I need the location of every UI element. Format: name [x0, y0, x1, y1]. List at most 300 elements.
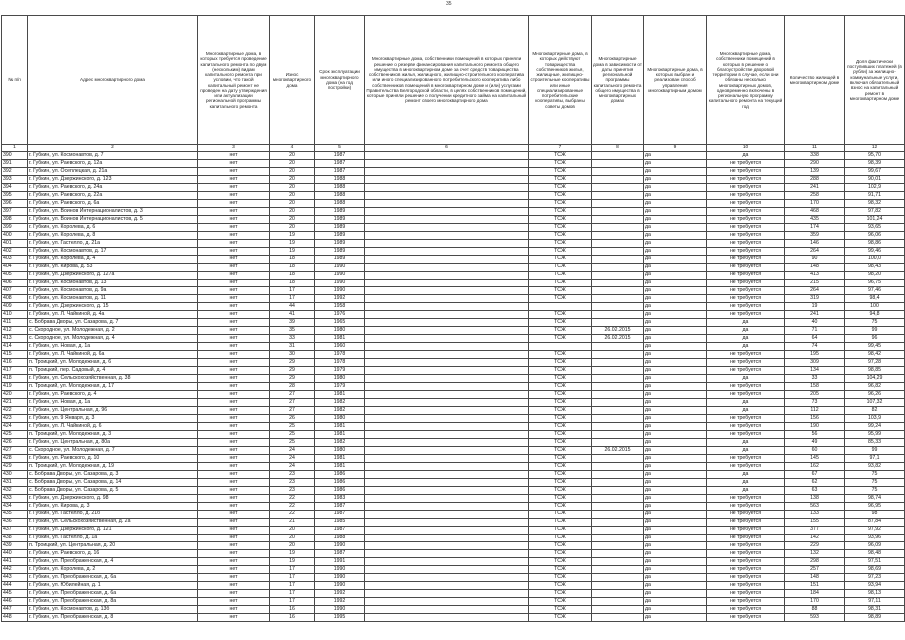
table-cell: 27	[270, 391, 315, 399]
table-cell	[592, 287, 644, 295]
table-cell	[592, 191, 644, 199]
table-cell	[365, 295, 529, 303]
table-cell: ТСЖ	[529, 375, 592, 383]
table-cell: 31	[270, 343, 315, 351]
table-cell: 93,96	[845, 534, 905, 542]
table-cell	[592, 542, 644, 550]
table-cell: 1987	[315, 159, 365, 167]
table-cell: 104,29	[845, 375, 905, 383]
table-cell: 241	[785, 311, 845, 319]
table-cell: 1979	[315, 383, 365, 391]
table-cell: 26.02.2015	[592, 327, 644, 335]
table-cell: 19	[270, 247, 315, 255]
table-cell	[365, 478, 529, 486]
table-cell: не требуется	[707, 359, 785, 367]
table-cell: 98,89	[845, 614, 905, 622]
table-row	[2, 478, 905, 486]
table-cell: 101,24	[845, 215, 905, 223]
column-header: Многоквартирные дома, собственники помещений в которых приняли решение о резерве финансирования капитального ремонта общего имущества в многоквартирном доме за счет средств товарищества собственников жилья, жилищного, жилищно-строительного кооператива или иного специализированного потребительского кооператива либо собственников помещений в многоквартирном доме и (или) услугами Правительства Белгородской области, в целях собственников помещений, которые приняли решение о получении кредитного займа на капитальный ремонт своего многоквартирного дома	[365, 16, 529, 145]
table-cell: да	[644, 550, 707, 558]
table-cell: 593	[785, 614, 845, 622]
table-cell: ТСЖ	[529, 263, 592, 271]
table-cell: г. Губкин, ул. Осеплецкая, д. 21а	[28, 167, 198, 175]
table-cell: 1990	[315, 271, 365, 279]
table-cell: г. Губкин, ул. Сельскохозяйственная, д. 2а	[28, 518, 198, 526]
table-cell: 107,32	[845, 399, 905, 407]
table-cell: да	[644, 359, 707, 367]
table-cell: 402	[2, 247, 28, 255]
table-row	[2, 303, 905, 311]
table-cell: не требуется	[707, 295, 785, 303]
table-cell	[365, 598, 529, 606]
table-row	[2, 239, 905, 247]
table-cell	[365, 422, 529, 430]
table-cell	[592, 486, 644, 494]
table-cell	[365, 271, 529, 279]
table-cell: да	[644, 327, 707, 335]
table-row	[2, 566, 905, 574]
table-cell: нет	[198, 534, 270, 542]
table-cell: да	[644, 566, 707, 574]
table-cell: 1990	[315, 582, 365, 590]
table-cell: 403	[2, 255, 28, 263]
table-cell: 99	[845, 446, 905, 454]
table-cell: г. Губкин, ул. Раевского, д. 22а	[28, 191, 198, 199]
table-cell: ТСЖ	[529, 494, 592, 502]
table-cell	[365, 510, 529, 518]
table-cell: да	[644, 351, 707, 359]
table-cell: да	[644, 446, 707, 454]
table-cell	[365, 526, 529, 534]
table-cell: 184	[785, 590, 845, 598]
column-number: 3	[198, 145, 270, 152]
table-cell: нет	[198, 319, 270, 327]
table-cell	[365, 231, 529, 239]
table-cell: 99,45	[845, 343, 905, 351]
table-cell: ТСЖ	[529, 279, 592, 287]
table-cell: не требуется	[707, 367, 785, 375]
table-cell	[592, 343, 644, 351]
table-cell: 20	[270, 159, 315, 167]
table-cell: да	[644, 343, 707, 351]
table-cell: нет	[198, 590, 270, 598]
table-cell: 195	[785, 351, 845, 359]
table-cell	[592, 311, 644, 319]
table-cell: нет	[198, 454, 270, 462]
table-cell: 139	[785, 167, 845, 175]
table-cell	[365, 263, 529, 271]
table-cell: не требуется	[707, 191, 785, 199]
table-cell: 437	[2, 526, 28, 534]
table-cell: 98,32	[845, 199, 905, 207]
table-cell: да	[644, 598, 707, 606]
table-cell: ТСЖ	[529, 159, 592, 167]
table-cell	[365, 343, 529, 351]
table-cell: 1987	[315, 167, 365, 175]
table-cell: 21	[270, 518, 315, 526]
table-cell: 17	[270, 582, 315, 590]
table-cell: 19	[270, 231, 315, 239]
table-cell: 1989	[315, 231, 365, 239]
table-cell: 421	[2, 399, 28, 407]
table-cell: нет	[198, 255, 270, 263]
table-cell: да	[644, 470, 707, 478]
table-cell: не требуется	[707, 526, 785, 534]
table-cell: да	[644, 383, 707, 391]
table-cell: 257	[785, 566, 845, 574]
table-cell: 103,9	[845, 414, 905, 422]
table-cell: 419	[2, 383, 28, 391]
table-cell: 102,9	[845, 183, 905, 191]
table-cell: не требуется	[707, 590, 785, 598]
table-cell	[592, 207, 644, 215]
table-cell: 17	[270, 590, 315, 598]
table-cell	[592, 566, 644, 574]
table-cell: 91,71	[845, 191, 905, 199]
table-cell: 1980	[315, 327, 365, 335]
table-cell	[365, 311, 529, 319]
table-cell: нет	[198, 414, 270, 422]
table-row	[2, 510, 905, 518]
table-cell	[592, 215, 644, 223]
table-row	[2, 614, 905, 622]
table-cell	[592, 558, 644, 566]
table-cell	[365, 239, 529, 247]
table-row	[2, 255, 905, 263]
table-cell: нет	[198, 422, 270, 430]
table-cell: 1986	[315, 470, 365, 478]
table-cell: 90,01	[845, 175, 905, 183]
table-cell: нет	[198, 303, 270, 311]
table-cell: 309	[785, 359, 845, 367]
table-cell: 298	[785, 558, 845, 566]
table-cell: 18	[270, 263, 315, 271]
table-cell: нет	[198, 287, 270, 295]
table-cell: 98,43	[845, 263, 905, 271]
table-cell: 1986	[315, 478, 365, 486]
table-cell: нет	[198, 207, 270, 215]
table-row	[2, 311, 905, 319]
table-cell	[592, 399, 644, 407]
table-cell: 98,48	[845, 550, 905, 558]
table-cell: да	[644, 391, 707, 399]
table-row	[2, 231, 905, 239]
table-cell: 407	[2, 287, 28, 295]
table-cell: 448	[2, 614, 28, 622]
table-cell: 434	[2, 502, 28, 510]
table-cell: 438	[2, 534, 28, 542]
column-header: № п/п	[2, 16, 28, 145]
table-cell: ТСЖ	[529, 255, 592, 263]
table-cell: 20	[270, 152, 315, 160]
table-cell: 133	[785, 510, 845, 518]
table-cell: 1989	[315, 215, 365, 223]
table-row	[2, 287, 905, 295]
table-cell: с. Бобрава Дворы, ул. Сазарова, д. 14	[28, 478, 198, 486]
table-cell: 49	[785, 438, 845, 446]
table-cell: 33	[785, 375, 845, 383]
table-row	[2, 159, 905, 167]
table-cell	[365, 502, 529, 510]
table-cell	[529, 303, 592, 311]
table-cell	[592, 271, 644, 279]
column-number: 11	[785, 145, 845, 152]
table-cell: ТСЖ	[529, 550, 592, 558]
table-cell: 20	[270, 526, 315, 534]
table-cell: 423	[2, 414, 28, 422]
table-cell	[592, 231, 644, 239]
table-cell: 87,84	[845, 518, 905, 526]
table-cell: да	[644, 311, 707, 319]
table-cell: 390	[2, 152, 28, 160]
table-cell	[592, 550, 644, 558]
table-cell: г. Губкин, ул. Космонавтов, д. 9а	[28, 287, 198, 295]
table-cell: нет	[198, 566, 270, 574]
table-row	[2, 430, 905, 438]
table-cell: г. Губкин, ул. Л. Чайкиной, д. 6а	[28, 351, 198, 359]
table-cell	[592, 534, 644, 542]
table-cell: 1976	[315, 311, 365, 319]
table-cell: 25	[270, 438, 315, 446]
table-cell: нет	[198, 375, 270, 383]
table-cell: 1960	[315, 343, 365, 351]
table-cell: не требуется	[707, 167, 785, 175]
table-cell: 20	[270, 199, 315, 207]
table-cell: 1990	[315, 542, 365, 550]
table-cell: 17	[270, 295, 315, 303]
table-row	[2, 359, 905, 367]
table-cell	[592, 295, 644, 303]
table-cell: ТСЖ	[529, 430, 592, 438]
table-cell: 97,11	[845, 598, 905, 606]
table-cell: не требуется	[707, 247, 785, 255]
table-cell: да	[644, 207, 707, 215]
table-cell: да	[644, 478, 707, 486]
table-cell: 99	[845, 327, 905, 335]
table-cell: 96,75	[845, 279, 905, 287]
table-cell: 97,28	[845, 359, 905, 367]
table-cell: да	[707, 438, 785, 446]
table-cell: г. Губкин, ул. Гастелло, д. 21б	[28, 510, 198, 518]
table-cell: 435	[785, 215, 845, 223]
table-cell: 1989	[315, 239, 365, 247]
header-row	[2, 16, 905, 145]
table-cell	[365, 247, 529, 255]
table-cell: 264	[785, 287, 845, 295]
table-cell	[592, 183, 644, 191]
table-cell: 174	[785, 223, 845, 231]
table-row	[2, 502, 905, 510]
table-cell: г. Губкин, ул. Воинов Интернационалистов, д. 3	[28, 207, 198, 215]
table-cell: 338	[785, 152, 845, 160]
table-row	[2, 399, 905, 407]
table-cell: 170	[785, 598, 845, 606]
table-cell	[592, 526, 644, 534]
table-cell: да	[644, 239, 707, 247]
table-cell	[365, 319, 529, 327]
table-row	[2, 279, 905, 287]
table-cell: г. Губкин, ул. Юбилейная, д. 1	[28, 582, 198, 590]
table-cell	[592, 223, 644, 231]
table-cell: да	[644, 271, 707, 279]
table-cell: 156	[785, 414, 845, 422]
table-cell	[365, 462, 529, 470]
table-row	[2, 558, 905, 566]
table-cell: 414	[2, 343, 28, 351]
table-cell: 258	[785, 191, 845, 199]
table-cell: ТСЖ	[529, 414, 592, 422]
table-cell	[365, 167, 529, 175]
table-cell: 1989	[315, 255, 365, 263]
table-cell: 98,86	[845, 239, 905, 247]
table-cell: 134	[785, 367, 845, 375]
table-cell	[592, 422, 644, 430]
table-cell: 97,51	[845, 558, 905, 566]
table-cell: 17	[270, 598, 315, 606]
table-cell: 405	[2, 271, 28, 279]
table-cell: да	[707, 375, 785, 383]
table-cell: не требуется	[707, 391, 785, 399]
table-cell: г. Губкин, ул. Кирова, д. 3	[28, 502, 198, 510]
table-row	[2, 152, 905, 160]
table-cell: 20	[270, 183, 315, 191]
table-cell: 27	[270, 407, 315, 415]
table-cell: 96,09	[845, 542, 905, 550]
table-cell: 151	[785, 582, 845, 590]
table-cell: 39	[270, 319, 315, 327]
table-cell: нет	[198, 335, 270, 343]
table-cell: г. Губкин, ул. Раевского, д. 6а	[28, 199, 198, 207]
table-cell: 400	[2, 231, 28, 239]
table-cell	[592, 383, 644, 391]
page-number: 35	[446, 1, 452, 7]
column-header: Доля фактически поступивших платежей (в рубли) за жилищно-коммунальные услуги, включая обязательный взнос на капитальный ремонт в многоквартирном доме	[845, 16, 905, 145]
register-table	[1, 15, 905, 622]
table-cell: не требуется	[707, 239, 785, 247]
table-cell: ТСЖ	[529, 566, 592, 574]
table-cell: да	[644, 287, 707, 295]
table-cell	[365, 558, 529, 566]
table-cell: г. Губкин, ул. Дзержинского, д. 98	[28, 494, 198, 502]
table-cell: не требуется	[707, 574, 785, 582]
table-cell: 63	[785, 486, 845, 494]
table-cell: не требуется	[707, 454, 785, 462]
table-row	[2, 223, 905, 231]
table-cell: не требуется	[707, 215, 785, 223]
table-cell: ТСЖ	[529, 422, 592, 430]
table-cell: нет	[198, 391, 270, 399]
table-cell: да	[707, 486, 785, 494]
table-cell: да	[644, 215, 707, 223]
table-cell: 422	[2, 407, 28, 415]
table-cell: 67	[785, 470, 845, 478]
table-cell: не требуется	[707, 422, 785, 430]
table-cell: ТСЖ	[529, 367, 592, 375]
table-cell: 98,69	[845, 566, 905, 574]
table-cell: 446	[2, 598, 28, 606]
table-cell: 25	[270, 430, 315, 438]
table-cell: 1992	[315, 590, 365, 598]
table-cell	[365, 327, 529, 335]
table-cell	[592, 199, 644, 207]
column-number: 4	[270, 145, 315, 152]
table-cell: не требуется	[707, 566, 785, 574]
table-cell: ТСЖ	[529, 606, 592, 614]
table-cell: не требуется	[707, 159, 785, 167]
column-header: Срок эксплуатации многоквартирного дома (на год постройки)	[315, 16, 365, 145]
table-cell: ТСЖ	[529, 534, 592, 542]
table-cell: да	[644, 454, 707, 462]
table-cell: не требуется	[707, 223, 785, 231]
table-cell: 431	[2, 478, 28, 486]
table-cell: г. Губкин, ул. Королева, д. 8	[28, 231, 198, 239]
table-cell: 64	[785, 335, 845, 343]
table-cell: да	[644, 175, 707, 183]
table-cell: не требуется	[707, 494, 785, 502]
table-cell: не требуется	[707, 550, 785, 558]
table-cell: да	[644, 399, 707, 407]
table-cell: да	[644, 534, 707, 542]
table-row	[2, 191, 905, 199]
table-cell: нет	[198, 271, 270, 279]
table-cell: 95,70	[845, 152, 905, 160]
table-body	[2, 152, 905, 622]
table-cell: да	[644, 407, 707, 415]
table-cell: 1989	[315, 247, 365, 255]
table-cell: нет	[198, 311, 270, 319]
table-cell: 424	[2, 422, 28, 430]
table-cell: ТСЖ	[529, 598, 592, 606]
table-cell: 1980	[315, 446, 365, 454]
table-cell: ТСЖ	[529, 247, 592, 255]
table-cell: г. Губкин, ул. Преображенская, д. 4	[28, 558, 198, 566]
table-cell: 563	[785, 502, 845, 510]
table-cell: да	[644, 430, 707, 438]
table-cell: 146	[785, 239, 845, 247]
table-cell: ТСЖ	[529, 199, 592, 207]
table-cell: 290	[785, 159, 845, 167]
table-cell	[365, 303, 529, 311]
table-cell: 18	[270, 255, 315, 263]
table-cell: нет	[198, 486, 270, 494]
table-cell: г. Губкин, ул. Королева, д. 2	[28, 566, 198, 574]
table-cell: не требуется	[707, 462, 785, 470]
table-cell: ТСЖ	[529, 231, 592, 239]
table-cell: г. Губкин, ул. Королева, д. 4	[28, 255, 198, 263]
table-cell: ТСЖ	[529, 391, 592, 399]
table-cell: да	[644, 255, 707, 263]
table-cell: да	[644, 510, 707, 518]
table-cell: 98,42	[845, 351, 905, 359]
table-cell: да	[644, 526, 707, 534]
table-cell	[592, 574, 644, 582]
table-cell: ТСЖ	[529, 542, 592, 550]
table-cell	[592, 407, 644, 415]
table-cell: 95,99	[845, 430, 905, 438]
table-cell: 20	[270, 167, 315, 175]
table-cell: п. Троицкий, ул. Молодежная, д. 19	[28, 462, 198, 470]
table-cell: 99,67	[845, 167, 905, 175]
table-cell	[365, 518, 529, 526]
table-row	[2, 574, 905, 582]
table-cell: ТСЖ	[529, 215, 592, 223]
table-cell: 1987	[315, 550, 365, 558]
table-cell: нет	[198, 183, 270, 191]
table-cell: ТСЖ	[529, 407, 592, 415]
table-row	[2, 335, 905, 343]
table-cell	[365, 446, 529, 454]
table-cell: 241	[785, 183, 845, 191]
